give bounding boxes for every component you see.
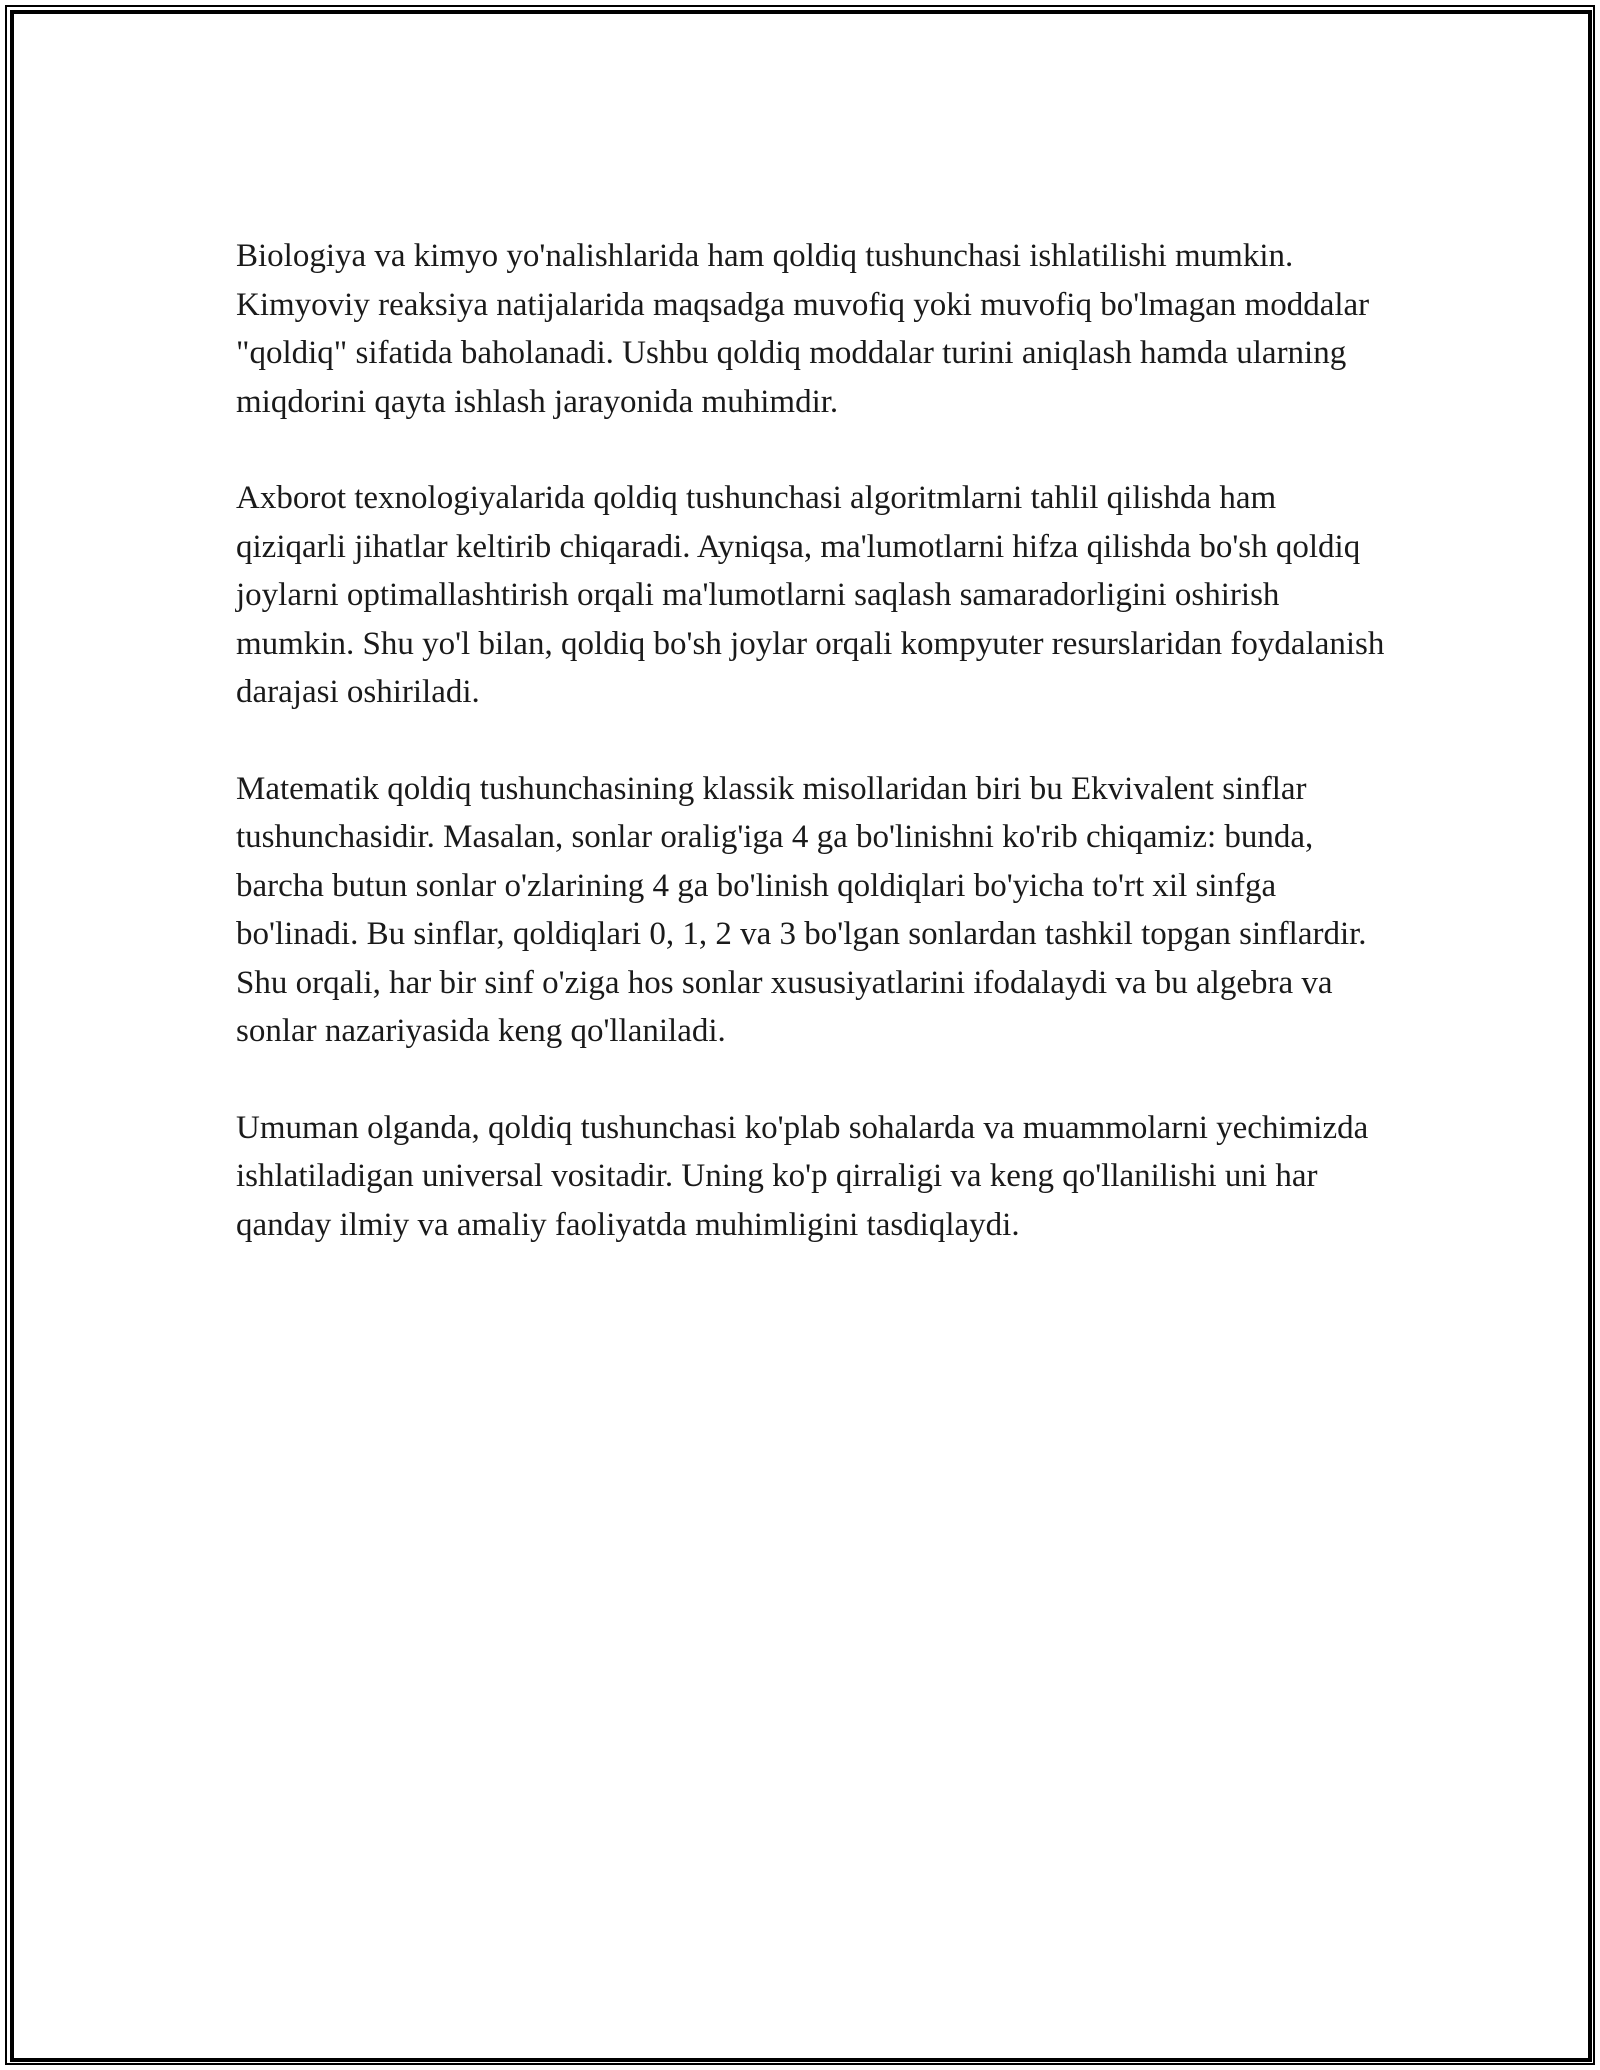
document-body [236,232,1386,1297]
paragraph-4: Umuman olganda, qoldiq tushunchasi ko'plab sohalarda va muammolarni yechimizda ishlatiladigan universal vositadir. Uning ko'p qirraligi va keng qo'llanilishi uni har qanday ilmiy va amaliy faoliyatda muhimligini tasdiqlaydi. [236,1109,1369,1243]
paragraph-1: Biologiya va kimyo yo'nalishlarida ham qoldiq tushunchasi ishlatilishi mumkin. Kimyoviy reaksiya natijalarida maqsadga muvofiq yoki muvofiq bo'lmagan moddalar "qoldiq" sifatida baholanadi. Ushbu qoldiq moddalar turini aniqlash hamda ularning miqdorini qayta ishlash jarayonida muhimdir. [236,238,1370,420]
paragraph-3: Matematik qoldiq tushunchasining klassik misollaridan biri bu Ekvivalent sinflar tushunchasidir. Masalan, sonlar oralig'iga 4 ga bo'linishni ko'rib chiqamiz: bunda, barcha butun sonlar o'zlarining 4 ga bo'linish qoldiqlari bo'yicha to'rt xil sinfga bo'linadi. Bu sinflar, qoldiqlari 0, 1, 2 va 3 bo'lgan sonlardan tashkil topgan sinflardir. Shu orqali, har bir sinf o'ziga hos sonlar xususiyatlarini ifodalaydi va bu algebra va sonlar nazariyasida keng qo'llaniladi. [236,770,1367,1049]
paragraph-2: Axborot texnologiyalarida qoldiq tushunchasi algoritmlarni tahlil qilishda ham qiziqarli jihatlar keltirib chiqaradi. Ayniqsa, ma'lumotlarni hifza qilishda bo'sh qoldiq joylarni optimallashtirish orqali ma'lumotlarni saqlash samaradorligini oshirish mumkin. Shu yo'l bilan, qoldiq bo'sh joylar orqali kompyuter resurslaridan foydalanish darajasi oshiriladi. [236,480,1385,710]
